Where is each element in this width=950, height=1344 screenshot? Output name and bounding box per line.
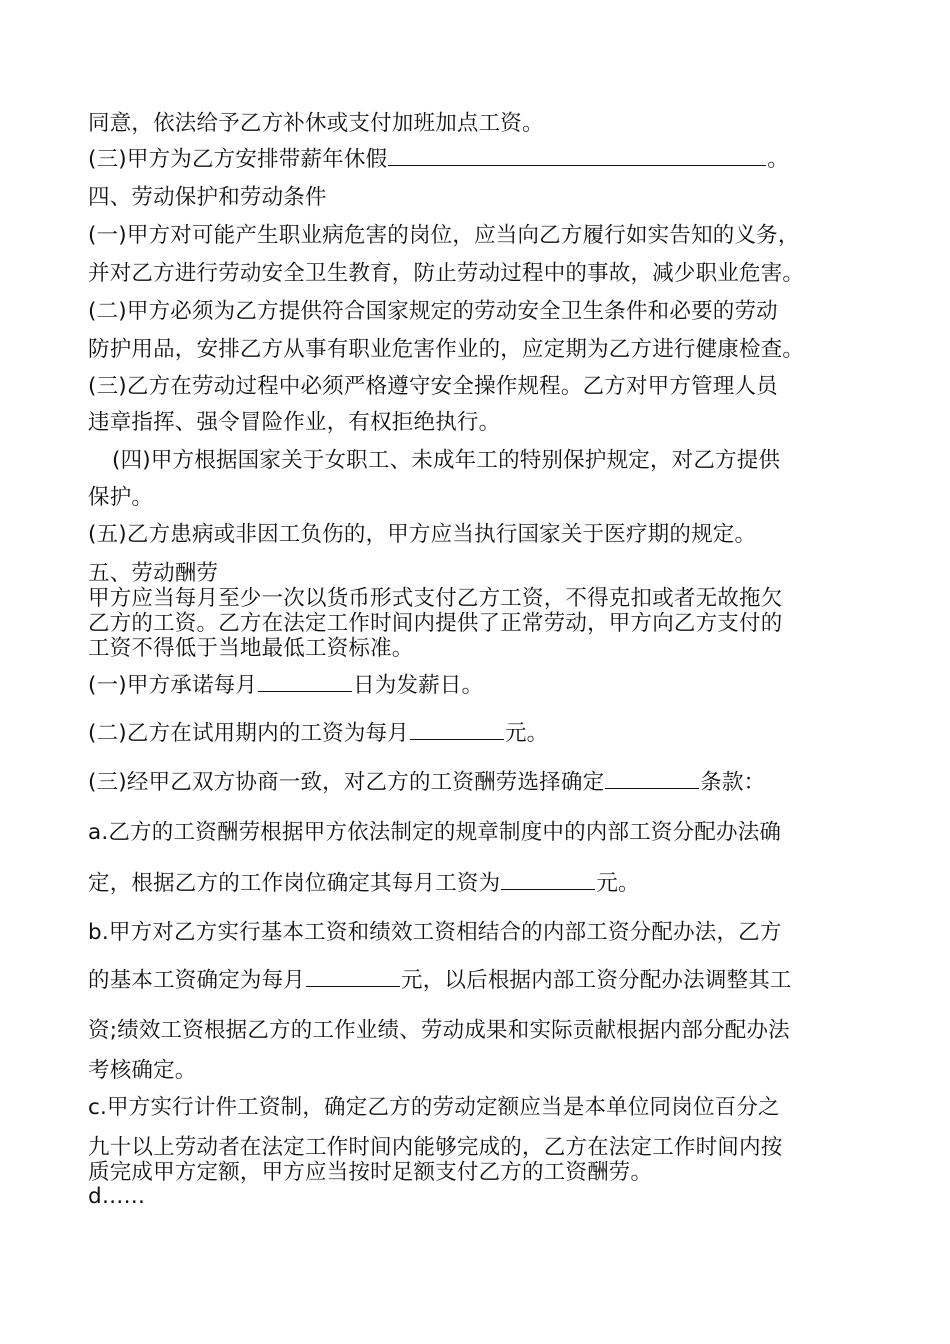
text-segment: 。 xyxy=(767,147,789,172)
fill-blank xyxy=(258,673,352,692)
text-line xyxy=(88,968,792,994)
text-line: 乙方的工资。乙方在法定工作时间内提供了正常劳动，甲方向乙方支付的 xyxy=(88,611,783,636)
text-line: (三)乙方在劳动过程中必须严格遵守安全操作规程。乙方对甲方管理人员 xyxy=(88,374,778,399)
text-segment: 元，以后根据内部工资分配办法调整其工 xyxy=(401,968,792,993)
text-segment: 元。 xyxy=(596,871,640,896)
text-segment: (三)经甲乙双方协商一致，对乙方的工资酬劳选择确定 xyxy=(88,770,605,795)
text-line xyxy=(88,147,789,173)
text-line: b.甲方对乙方实行基本工资和绩效工资相结合的内部工资分配办法，乙方 xyxy=(88,920,782,945)
text-line: d…… xyxy=(88,1184,146,1209)
text-line: 违章指挥、强令冒险作业，有权拒绝执行。 xyxy=(88,410,501,435)
text-line: 九十以上劳动者在法定工作时间内能够完成的，乙方在法定工作时间内按 xyxy=(88,1135,783,1160)
text-line: (五)乙方患病或非因工负伤的，甲方应当执行国家关于医疗期的规定。 xyxy=(88,522,757,547)
text-line: 考核确定。 xyxy=(88,1058,197,1083)
text-line: (二)甲方必须为乙方提供符合国家规定的劳动安全卫生条件和必要的劳动 xyxy=(88,299,778,324)
fill-blank xyxy=(501,871,595,890)
text-line: 甲方应当每月至少一次以货币形式支付乙方工资，不得克扣或者无故拖欠 xyxy=(88,586,783,611)
text-line: 资;绩效工资根据乙方的工作业绩、劳动成果和实际贡献根据内部分配办法 xyxy=(88,1018,790,1043)
fill-blank xyxy=(605,770,699,789)
fill-blank xyxy=(410,721,504,740)
text-line xyxy=(88,673,483,699)
section-heading: 五、劳动酬劳 xyxy=(88,561,219,586)
text-line: 保护。 xyxy=(88,485,154,510)
text-line xyxy=(88,770,765,796)
text-line: 工资不得低于当地最低工资标准。 xyxy=(88,636,414,661)
text-segment: 定，根据乙方的工作岗位确定其每月工资为 xyxy=(88,871,501,896)
text-line xyxy=(88,871,640,897)
text-line: 质完成甲方定额，甲方应当按时足额支付乙方的工资酬劳。 xyxy=(88,1160,653,1185)
text-line: (四)甲方根据国家关于女职工、未成年工的特别保护规定，对乙方提供 xyxy=(112,448,781,473)
text-segment: (一)甲方承诺每月 xyxy=(88,673,258,698)
text-segment: (二)乙方在试用期内的工资为每月 xyxy=(88,721,409,746)
text-segment: 的基本工资确定为每月 xyxy=(88,968,306,993)
text-segment: 元。 xyxy=(504,721,549,746)
text-line: c.甲方实行计件工资制，确定乙方的劳动定额应当是本单位同岗位百分之 xyxy=(88,1095,780,1120)
fill-blank xyxy=(388,147,766,166)
section-heading: 四、劳动保护和劳动条件 xyxy=(88,185,327,210)
text-line: 防护用品，安排乙方从事有职业危害作业的，应定期为乙方进行健康检查。 xyxy=(88,337,805,362)
text-segment: (三)甲方为乙方安排带薪年休假 xyxy=(88,147,388,172)
text-line: a.乙方的工资酬劳根据甲方依法制定的规章制度中的内部工资分配办法确 xyxy=(88,820,782,845)
text-line: 并对乙方进行劳动安全卫生教育，防止劳动过程中的事故，减少职业危害。 xyxy=(88,261,805,286)
text-segment: 条款： xyxy=(700,770,766,795)
fill-blank xyxy=(306,968,400,987)
text-line xyxy=(88,721,548,747)
text-line: 同意，依法给予乙方补休或支付加班加点工资。 xyxy=(88,111,544,136)
text-segment: 日为发薪日。 xyxy=(353,673,484,698)
text-line: (一)甲方对可能产生职业病危害的岗位，应当向乙方履行如实告知的义务， xyxy=(88,223,800,248)
